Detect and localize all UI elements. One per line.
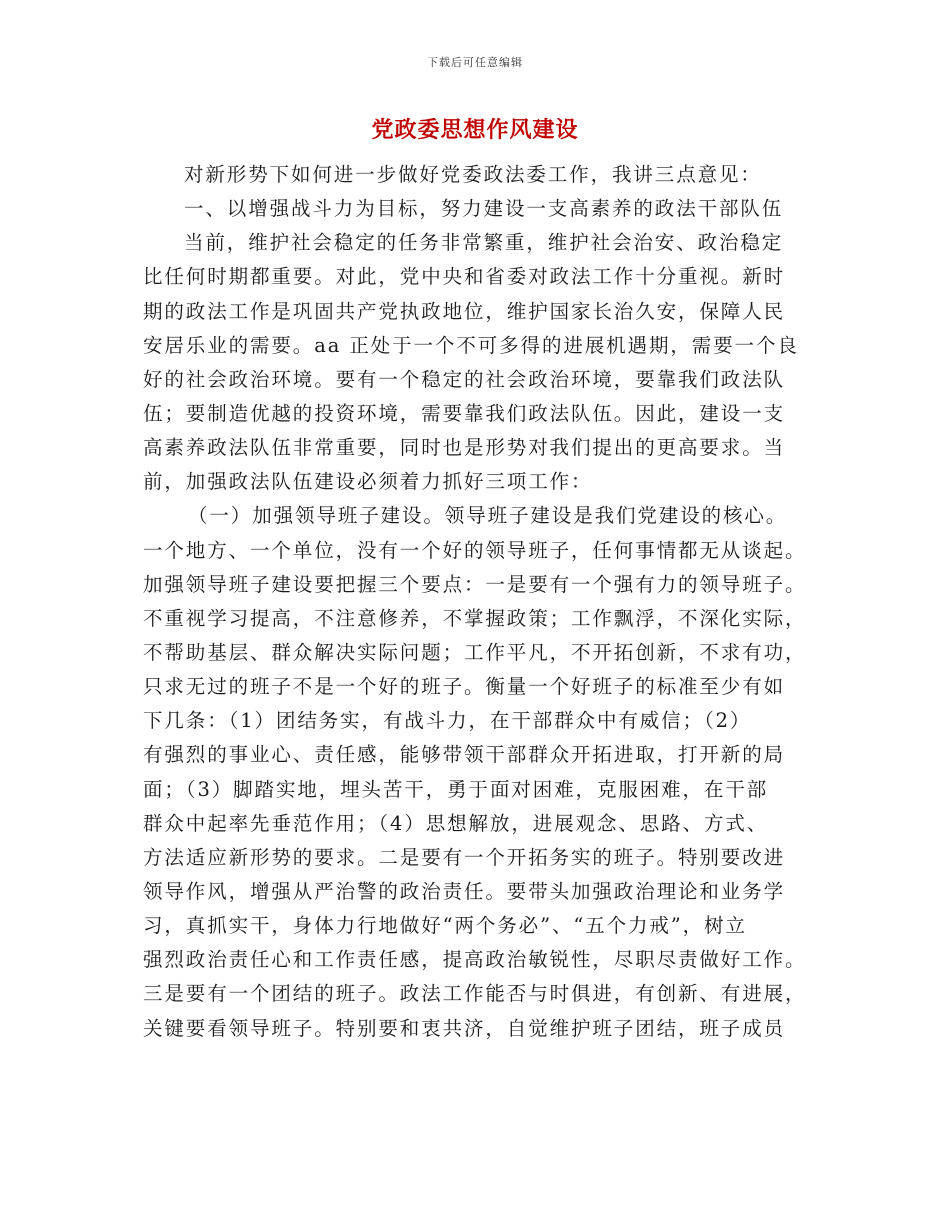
body-line: 不重视学习提高，不注意修养，不掌握政策；工作飘浮，不深化实际， <box>143 606 807 630</box>
body-line: 不帮助基层、群众解决实际问题；工作平凡，不开拓创新，不求有功， <box>143 640 807 664</box>
body-line: 高素养政法队伍非常重要，同时也是形势对我们提出的更高要求。当 <box>143 436 786 460</box>
body-line: 好的社会政治环境。要有一个稳定的社会政治环境，要靠我们政法队 <box>143 367 786 391</box>
body-line: 关键要看领导班子。特别要和衷共济，自觉维护班子团结，班子成员 <box>143 1016 786 1040</box>
body-line: 群众中起率先垂范作用；（4）思想解放，进展观念、思路、方式、 <box>143 811 769 835</box>
document-body <box>143 158 807 1046</box>
body-line: 下几条：（1）团结务实，有战斗力，在干部群众中有威信；（2） <box>143 709 752 733</box>
body-line: 只求无过的班子不是一个好的班子。衡量一个好班子的标准至少有如 <box>143 675 786 699</box>
body-line: 期的政法工作是巩固共产党执政地位，维护国家长治久安，保障人民 <box>143 299 786 323</box>
body-line: 领导作风，增强从严治警的政治责任。要带头加强政治理论和业务学 <box>143 879 786 903</box>
body-line: 面；（3）脚踏实地，埋头苦干，勇于面对困难，克服困难，在干部 <box>143 777 769 801</box>
body-line: 习，真抓实干，身体力行地做好“两个务必”、“五个力戒”，树立 <box>143 914 747 938</box>
body-line: 一、以增强战斗力为目标，努力建设一支高素养的政法干部队伍 <box>184 197 784 221</box>
body-line: 有强烈的事业心、责任感，能够带领干部群众开拓进取，打开新的局 <box>143 743 786 767</box>
body-line: 比任何时期都重要。对此，党中央和省委对政法工作十分重视。新时 <box>143 265 786 289</box>
document-title: 党政委思想作风建设 <box>371 117 579 143</box>
body-line: 强烈政治责任心和工作责任感，提高政治敏锐性，尽职尽责做好工作。 <box>143 948 807 972</box>
body-line: （一）加强领导班子建设。领导班子建设是我们党建设的核心。 <box>188 504 788 528</box>
page-header-note: 下载后可任意编辑 <box>427 56 523 69</box>
body-line: 伍；要制造优越的投资环境，需要靠我们政法队伍。因此，建设一支 <box>143 401 786 425</box>
body-line: 加强领导班子建设要把握三个要点：一是要有一个强有力的领导班子。 <box>143 572 807 596</box>
body-line: 前，加强政法队伍建设必须着力抓好三项工作： <box>143 470 593 494</box>
body-line: 三是要有一个团结的班子。政法工作能否与时俱进，有创新、有进展， <box>143 982 807 1006</box>
body-line: 方法适应新形势的要求。二是要有一个开拓务实的班子。特别要改进 <box>143 845 786 869</box>
body-line: 一个地方、一个单位，没有一个好的领导班子，任何事情都无从谈起。 <box>143 538 807 562</box>
body-line: 对新形势下如何进一步做好党委政法委工作，我讲三点意见： <box>184 163 762 186</box>
body-line: 安居乐业的需要。aa 正处于一个不可多得的进展机遇期，需要一个良 <box>143 333 799 357</box>
body-line: 当前，维护社会稳定的任务非常繁重，维护社会治安、政治稳定 <box>184 231 784 255</box>
